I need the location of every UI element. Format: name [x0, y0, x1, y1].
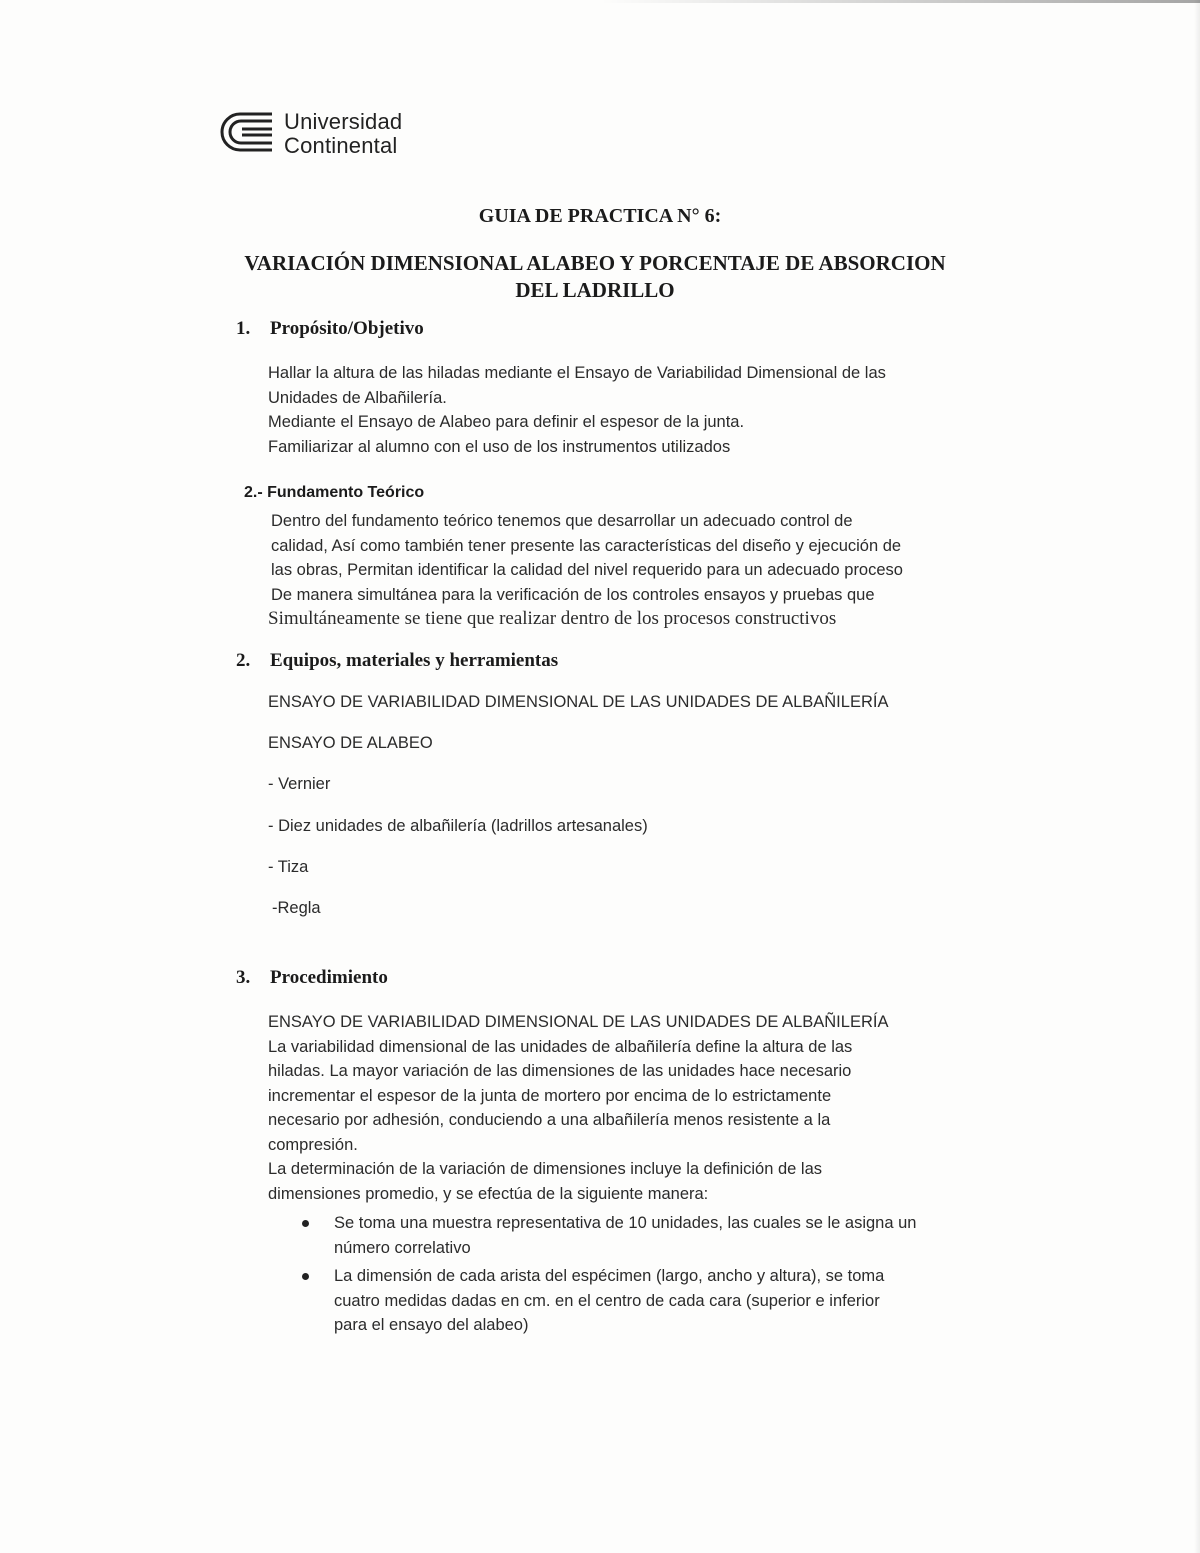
- list-item: -Regla: [272, 899, 321, 917]
- list-item: - Diez unidades de albañilería (ladrillos artesanales): [268, 817, 648, 835]
- text-line: cuatro medidas dadas en cm. en el centro de cada cara (superior e inferior: [334, 1291, 880, 1310]
- university-name-line2: Continental: [284, 133, 398, 158]
- text-line: las obras, Permitan identificar la calidad del nivel requerido para un adecuado proceso: [271, 561, 903, 579]
- university-logo: [218, 110, 402, 160]
- section-heading: [236, 318, 424, 340]
- text-line: Unidades de Albañilería.: [268, 388, 447, 407]
- text-line: Hallar la altura de las hiladas mediante el Ensayo de Variabilidad Dimensional de las: [268, 364, 886, 382]
- document-title: GUIA DE PRACTICA N° 6:: [478, 205, 722, 227]
- text-line: Se toma una muestra representativa de 10 unidades, las cuales se le asigna un: [334, 1214, 917, 1232]
- university-logo-icon: [218, 110, 276, 154]
- text-line: número correlativo: [334, 1238, 471, 1257]
- section-title: Equipos, materiales y herramientas: [270, 650, 559, 671]
- bullet-icon: [302, 1273, 309, 1280]
- text-line: compresión.: [268, 1135, 358, 1154]
- university-name-line1: Universidad: [284, 109, 403, 134]
- theory-paragraph: [268, 509, 903, 632]
- section-number: 1.: [236, 318, 251, 339]
- section-number: 2.: [236, 650, 251, 671]
- text-line: Mediante el Ensayo de Alabeo para definir el espesor de la junta.: [268, 413, 745, 431]
- text-line: necesario por adhesión, conduciendo a una albañilería menos resistente a la: [268, 1111, 831, 1129]
- text-line: incrementar el espesor de la junta de mortero por encima de lo estrictamente: [268, 1086, 832, 1105]
- list-item: - Tiza: [268, 858, 309, 876]
- text-line: La determinación de la variación de dimensiones incluye la definición de las: [268, 1160, 822, 1178]
- section-number: 3.: [236, 967, 251, 988]
- objective-paragraph: [268, 361, 886, 459]
- text-line: Simultáneamente se tiene que realizar dentro de los procesos constructivos: [268, 608, 837, 629]
- text-line: Dentro del fundamento teórico tenemos que desarrollar un adecuado control de: [271, 512, 853, 530]
- document-subtitle: [190, 250, 1000, 304]
- university-name: [284, 110, 402, 158]
- subsection-heading: 2.- Fundamento Teórico: [244, 484, 425, 501]
- text-line: Familiarizar al alumno con el uso de los instrumentos utilizados: [268, 437, 731, 456]
- list-item: ENSAYO DE VARIABILIDAD DIMENSIONAL DE LAS UNIDADES DE ALBAÑILERÍA: [268, 693, 889, 711]
- scan-edge: [1194, 0, 1200, 1553]
- bullet-icon: [302, 1220, 309, 1227]
- section-title: Procedimiento: [270, 967, 388, 988]
- bullet-item: [334, 1264, 884, 1338]
- text-line: hiladas. La mayor variación de las dimensiones de las unidades hace necesario: [268, 1062, 852, 1080]
- text-line: para el ensayo del alabeo): [334, 1316, 529, 1334]
- section-title: Propósito/Objetivo: [270, 318, 424, 339]
- list-item: - Vernier: [268, 775, 331, 793]
- section-heading: [236, 650, 558, 672]
- text-line: La variabilidad dimensional de las unidades de albañilería define la altura de las: [268, 1037, 853, 1056]
- procedure-paragraph: [268, 1010, 888, 1206]
- scan-edge-top: [600, 0, 1200, 3]
- list-item: ENSAYO DE ALABEO: [268, 734, 433, 752]
- subtitle-line: DEL LADRILLO: [515, 278, 675, 302]
- bullet-item: [334, 1211, 916, 1260]
- text-line: De manera simultánea para la verificación de los controles ensayos y pruebas que: [271, 585, 875, 604]
- text-line: ENSAYO DE VARIABILIDAD DIMENSIONAL DE LAS UNIDADES DE ALBAÑILERÍA: [268, 1013, 889, 1031]
- text-line: La dimensión de cada arista del espécimen (largo, ancho y altura), se toma: [334, 1267, 885, 1285]
- subtitle-line: VARIACIÓN DIMENSIONAL ALABEO Y PORCENTAJE DE ABSORCION: [244, 251, 946, 275]
- text-line: calidad, Así como también tener presente las características del diseño y ejecución de: [271, 536, 902, 555]
- text-line: dimensiones promedio, y se efectúa de la siguiente manera:: [268, 1184, 709, 1203]
- section-heading: [236, 967, 388, 989]
